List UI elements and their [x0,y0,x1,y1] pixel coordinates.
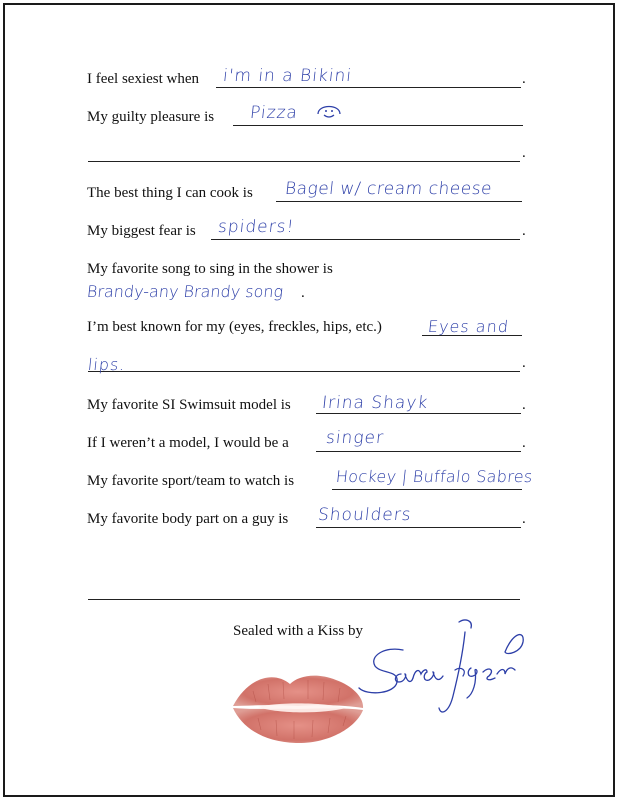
signature-line [88,599,520,600]
lipstick-kiss-image [228,666,368,746]
q3-label: The best thing I can cook is [87,185,253,201]
q3-answer-line [276,201,522,202]
q4-period: . [522,223,526,239]
q9-label: My favorite sport/team to watch is [87,473,295,489]
signature-text: Sara Ziegen [355,612,360,613]
blank-line-period: . [522,145,526,161]
q10-period: . [522,511,526,527]
q5-period: . [301,285,305,301]
q9-answer: Hockey | Buffalo Sabres [335,467,534,486]
q7-label: My favorite SI Swimsuit model is [87,397,291,413]
q2-label: My guilty pleasure is [87,109,215,125]
q3-answer: Bagel w/ cream cheese [283,179,494,199]
q1-answer: i'm in a Bikini [221,66,354,86]
q6-period: . [522,355,526,371]
q4-label: My biggest fear is [87,223,196,239]
blank-line [88,161,520,162]
q4-answer: spiders! [216,217,296,237]
q7-answer: Irina Shayk [320,393,430,413]
q8-label: If I weren’t a model, I would be a [87,435,289,451]
q8-answer-line [316,451,521,452]
q8-period: . [522,435,526,451]
sealed-label: Sealed with a Kiss by [233,623,363,639]
q10-answer: Shoulders [316,505,413,525]
q2-answer-line [233,125,523,126]
q6-answer-line-2 [88,371,520,372]
q10-answer-line [316,527,521,528]
smiley-doodle-icon [315,100,343,122]
q10-label: My favorite body part on a guy is [87,511,289,527]
q6-answer-part2: lips. [87,355,127,374]
q6-label: I’m best known for my (eyes, freckles, hips, etc.) [87,319,382,335]
q5-answer: Brandy-any Brandy song [86,282,285,301]
q7-answer-line [316,413,521,414]
q9-answer-line [332,489,522,490]
q7-period: . [522,397,526,413]
q8-answer: singer [324,428,386,448]
signature-image [355,612,530,722]
q4-answer-line [211,239,520,240]
q1-answer-line [216,87,521,88]
q1-label: I feel sexiest when [87,71,200,87]
q2-answer: Pizza [248,103,299,123]
q5-label: My favorite song to sing in the shower is [87,261,333,277]
q6-answer-part1: Eyes and [427,317,510,336]
q1-period: . [522,71,526,87]
